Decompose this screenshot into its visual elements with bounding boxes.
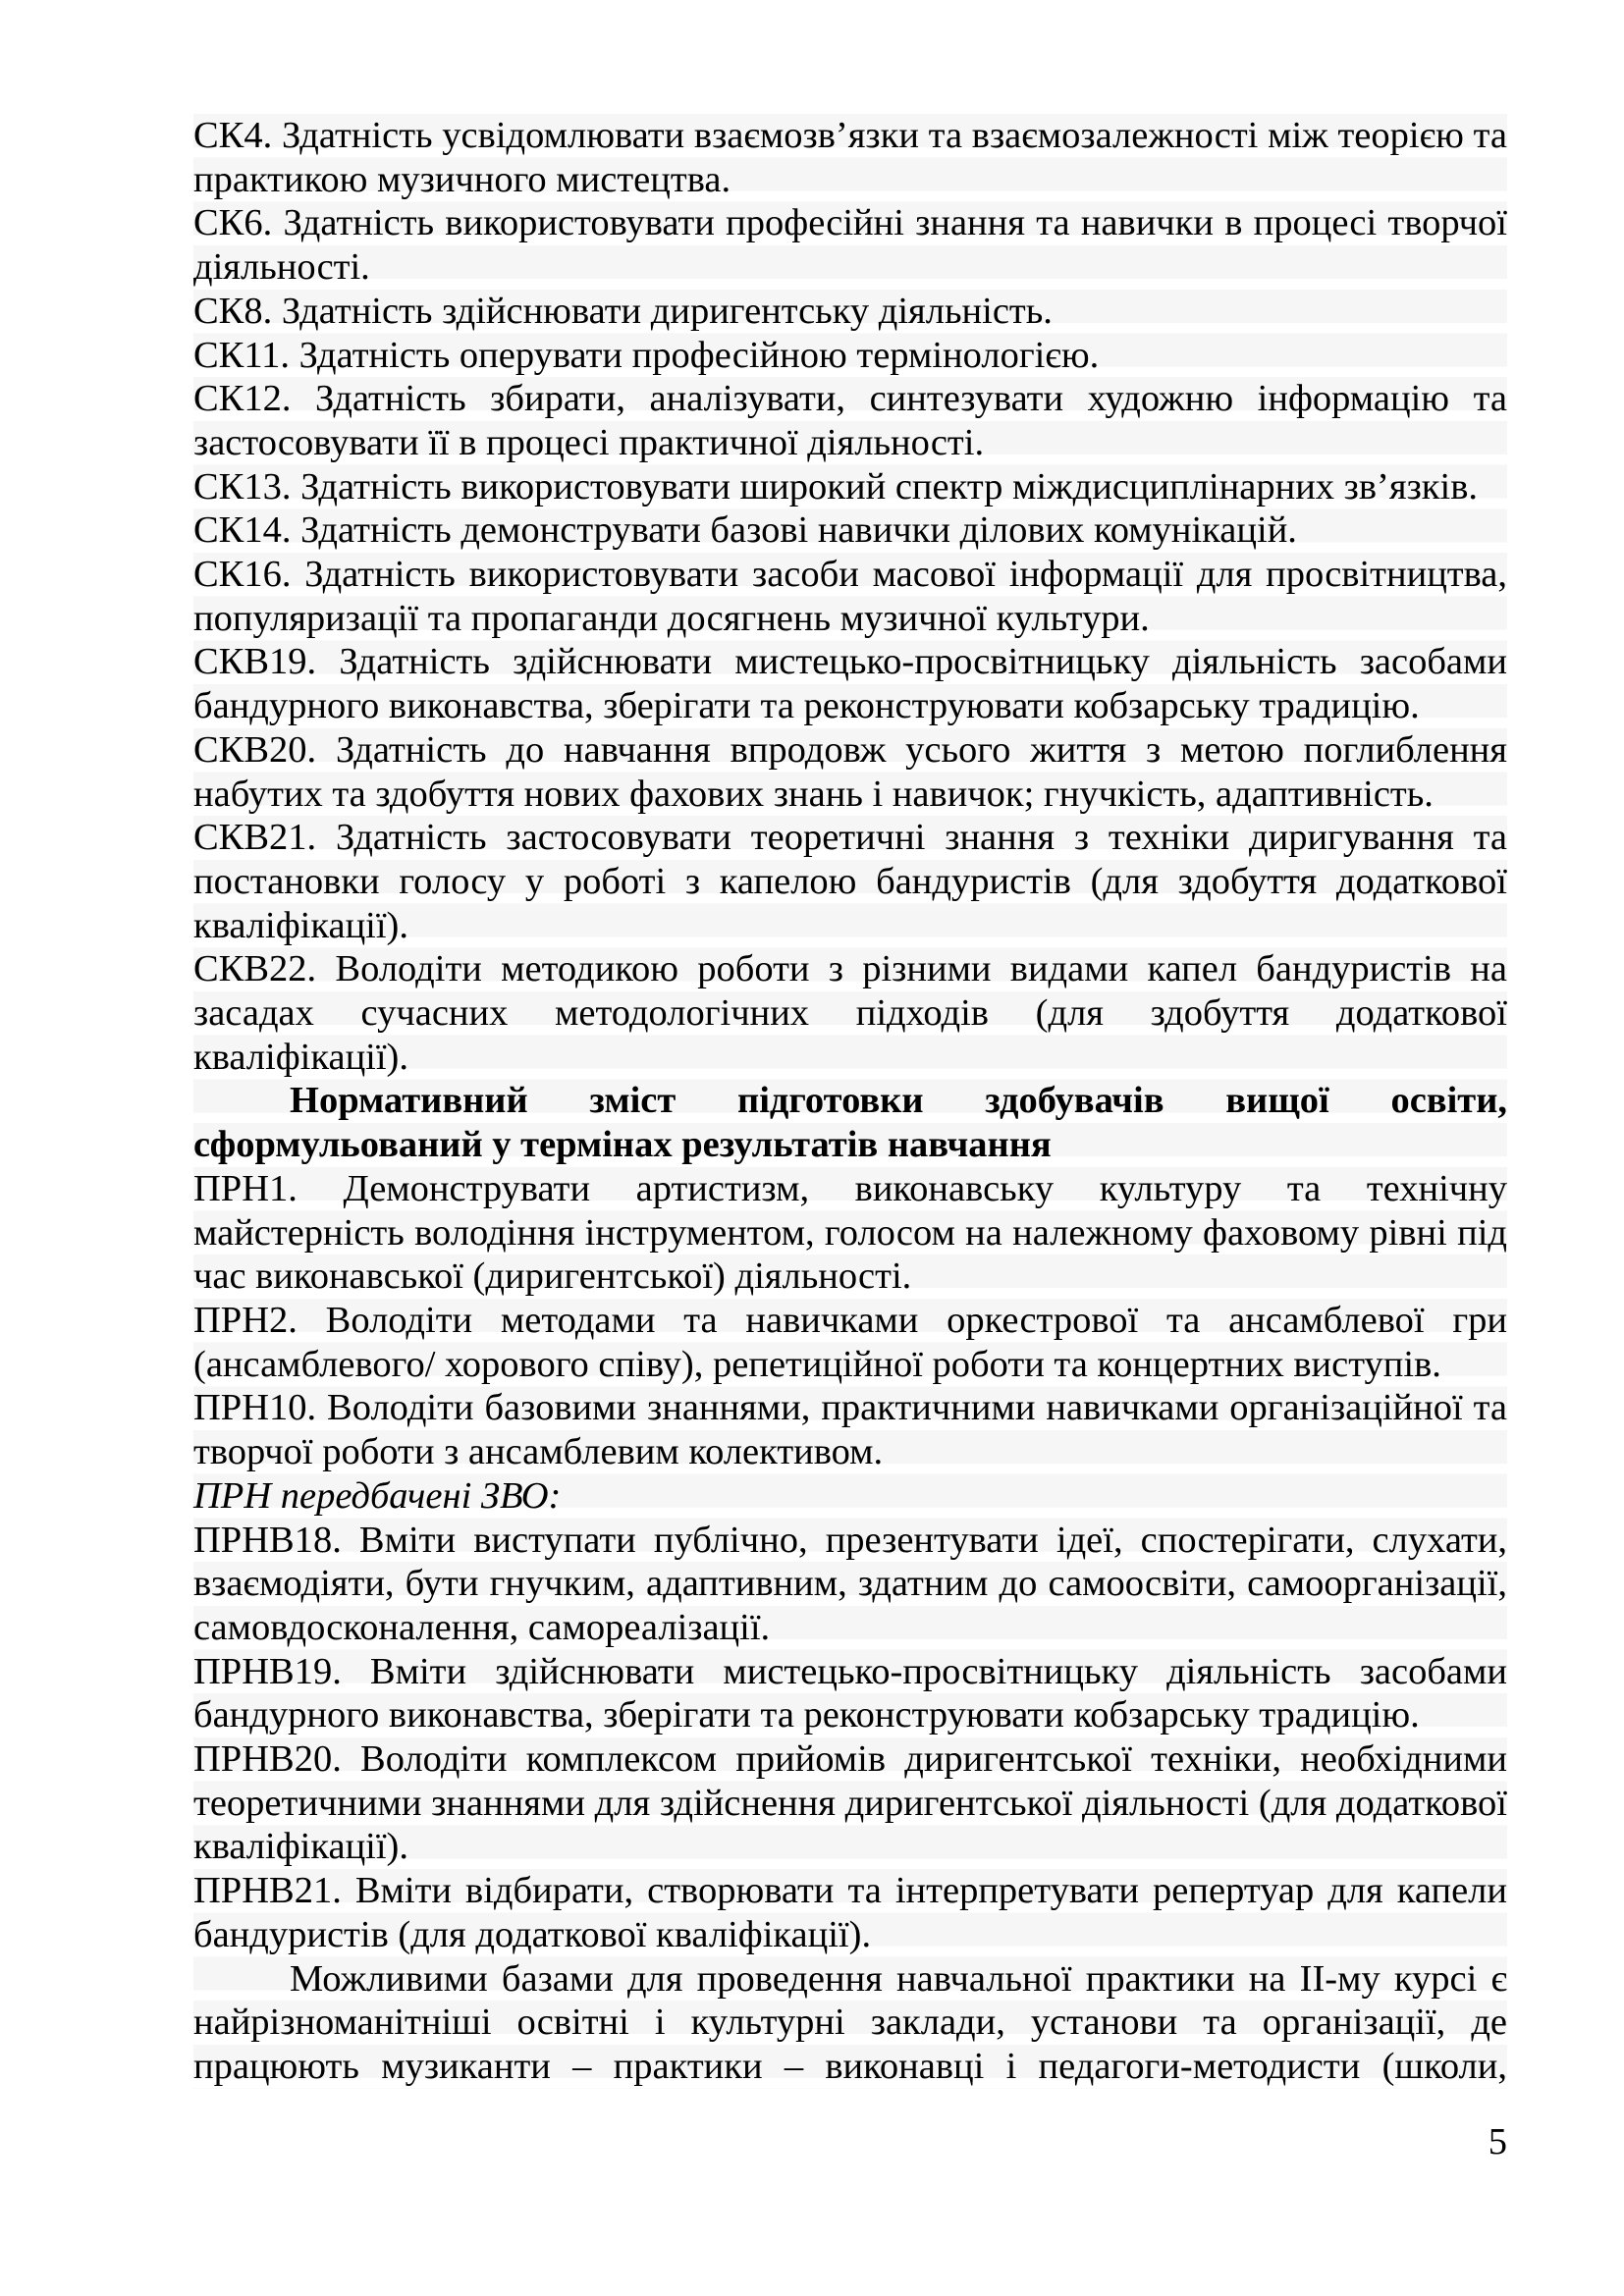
paragraph-prnv20: ПРНВ20. Володіти комплексом прийомів диригентської техніки, необхідними теоретичними знаннями для здійснення диригентської діяльності (для додаткової кваліфікації). xyxy=(193,1738,1507,1868)
paragraph-prnv19: ПРНВ19. Вміти здійснювати мистецько-просвітницьку діяльність засобами бандурного виконавства, зберігати та реконструювати кобзарську традицію. xyxy=(193,1650,1507,1736)
paragraph-sk12: СК12. Здатність збирати, аналізувати, синтезувати художню інформацію та застосовувати її в процесі практичної діяльності. xyxy=(193,378,1507,463)
paragraph-prn1: ПРН1. Демонструвати артистизм, виконавську культуру та технічну майстерність володіння інструментом, голосом на належному фаховому рівні під час виконавської (диригентської) діяльності. xyxy=(193,1167,1507,1298)
paragraph-sk6: СК6. Здатність використовувати професійні знання та навички в процесі творчої діяльності. xyxy=(193,202,1507,289)
paragraph-skv20: СКВ20. Здатність до навчання впродовж усього життя з метою поглиблення набутих та здобуття нових фахових знань і навичок; гнучкість, адаптивність. xyxy=(193,728,1507,815)
paragraph-skv22: СКВ22. Володіти методикою роботи з різними видами капел бандуристів на засадах сучасних методологічних підходів (для здобуття додаткової кваліфікації). xyxy=(193,948,1507,1078)
paragraph-sk11: СК11. Здатність оперувати професійною термінологією. xyxy=(193,334,1100,376)
paragraph-prnv18: ПРНВ18. Вміти виступати публічно, презентувати ідеї, спостерігати, слухати, взаємодіяти, бути гнучким, адаптивним, здатним до самоосвіти, самоорганізації, самовдосконалення, самореалізації. xyxy=(193,1519,1507,1648)
text-block xyxy=(193,114,1507,2089)
paragraph-prn2: ПРН2. Володіти методами та навичками оркестрової та ансамблевої гри (ансамблевого/ хорового співу), репетиційної роботи та концертних виступів. xyxy=(193,1299,1507,1385)
paragraph-practice-bases: Можливими базами для проведення навчальної практики на ІІ-му курсі є найрізноманітніші освітні і культурні заклади, установи та організації, де працюють музиканти – практики – виконавці і педагоги-методисти (школи, xyxy=(193,1957,1507,2087)
paragraph-sk8: СК8. Здатність здійснювати диригентську діяльність. xyxy=(193,290,1053,332)
paragraph-sk13: СК13. Здатність використовувати широкий спектр міждисциплінарних зв’язків. xyxy=(193,465,1479,507)
paragraph-prn10: ПРН10. Володіти базовими знаннями, практичними навичками організаційної та творчої роботи з ансамблевим колективом. xyxy=(193,1387,1507,1473)
paragraph-sk4: СК4. Здатність усвідомлювати взаємозв’язки та взаємозалежності між теорією та практикою музичного мистецтва. xyxy=(193,115,1507,200)
page-number: 5 xyxy=(1488,2121,1507,2163)
section-heading: Нормативний зміст підготовки здобувачів вищої освіти, сформульований у термінах результатів навчання xyxy=(193,1080,1507,1166)
prn-zvo-label: ПРН передбачені ЗВО: xyxy=(193,1474,562,1517)
paragraph-skv21: СКВ21. Здатність застосовувати теоретичні знання з техніки диригування та постановки голосу у роботі з капелою бандуристів (для здобуття додаткової кваліфікації). xyxy=(193,817,1507,946)
paragraph-sk16: СК16. Здатність використовувати засоби масової інформації для просвітництва, популяризації та пропаганди досягнень музичної культури. xyxy=(193,554,1507,639)
paragraph-sk14: СК14. Здатність демонструвати базові навички ділових комунікацій. xyxy=(193,509,1297,552)
paragraph-prnv21: ПРНВ21. Вміти відбирати, створювати та інтерпретувати репертуар для капели бандуристів (для додаткової кваліфікації). xyxy=(193,1870,1507,1955)
paragraph-skv19: СКВ19. Здатність здійснювати мистецько-просвітницьку діяльність засобами бандурного виконавства, зберігати та реконструювати кобзарську традицію. xyxy=(193,641,1507,727)
